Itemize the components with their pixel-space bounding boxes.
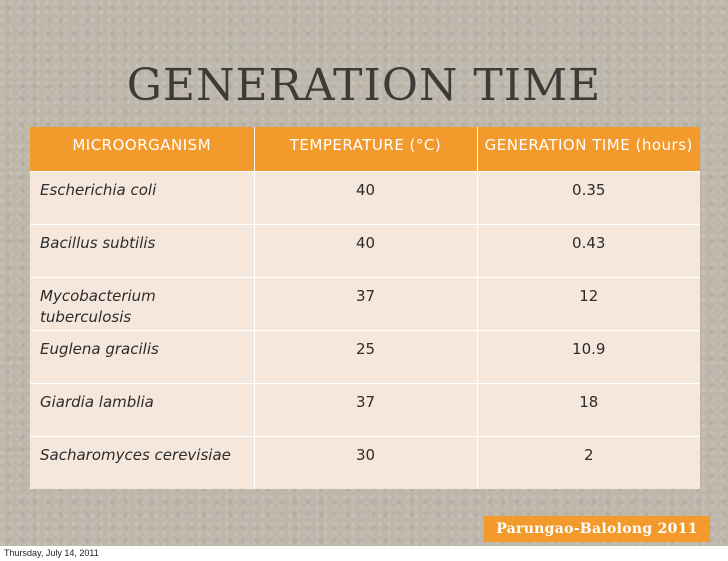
table-row xyxy=(30,436,700,489)
author-credit: Parungao-Balolong 2011 xyxy=(484,516,710,542)
header-temperature: TEMPERATURE (°C) xyxy=(254,127,477,171)
organism-cell: Sacharomyces cerevisiae xyxy=(30,436,254,489)
temperature-cell: 40 xyxy=(254,224,477,277)
organism-cell: Bacillus subtilis xyxy=(30,224,254,277)
generation-time-cell: 18 xyxy=(477,383,700,436)
header-microorganism: MICROORGANISM xyxy=(30,127,254,171)
temperature-cell: 37 xyxy=(254,383,477,436)
table-row xyxy=(30,171,700,224)
footer-date: Thursday, July 14, 2011 xyxy=(4,548,99,558)
organism-cell: Mycobacterium tuberculosis xyxy=(30,277,254,330)
temperature-cell: 25 xyxy=(254,330,477,383)
generation-time-cell: 2 xyxy=(477,436,700,489)
temperature-cell: 37 xyxy=(254,277,477,330)
header-generation-time: GENERATION TIME (hours) xyxy=(477,127,700,171)
slide-title: GENERATION TIME xyxy=(126,60,602,111)
generation-time-cell: 10.9 xyxy=(477,330,700,383)
temperature-cell: 40 xyxy=(254,171,477,224)
organism-cell: Escherichia coli xyxy=(30,171,254,224)
generation-time-cell: 0.43 xyxy=(477,224,700,277)
generation-time-table xyxy=(30,127,700,489)
table-row xyxy=(30,383,700,436)
table-row xyxy=(30,277,700,330)
table-row xyxy=(30,224,700,277)
generation-time-cell: 0.35 xyxy=(477,171,700,224)
organism-cell: Giardia lamblia xyxy=(30,383,254,436)
generation-time-cell: 12 xyxy=(477,277,700,330)
temperature-cell: 30 xyxy=(254,436,477,489)
organism-cell: Euglena gracilis xyxy=(30,330,254,383)
table-header-row xyxy=(30,127,700,171)
table-row xyxy=(30,330,700,383)
